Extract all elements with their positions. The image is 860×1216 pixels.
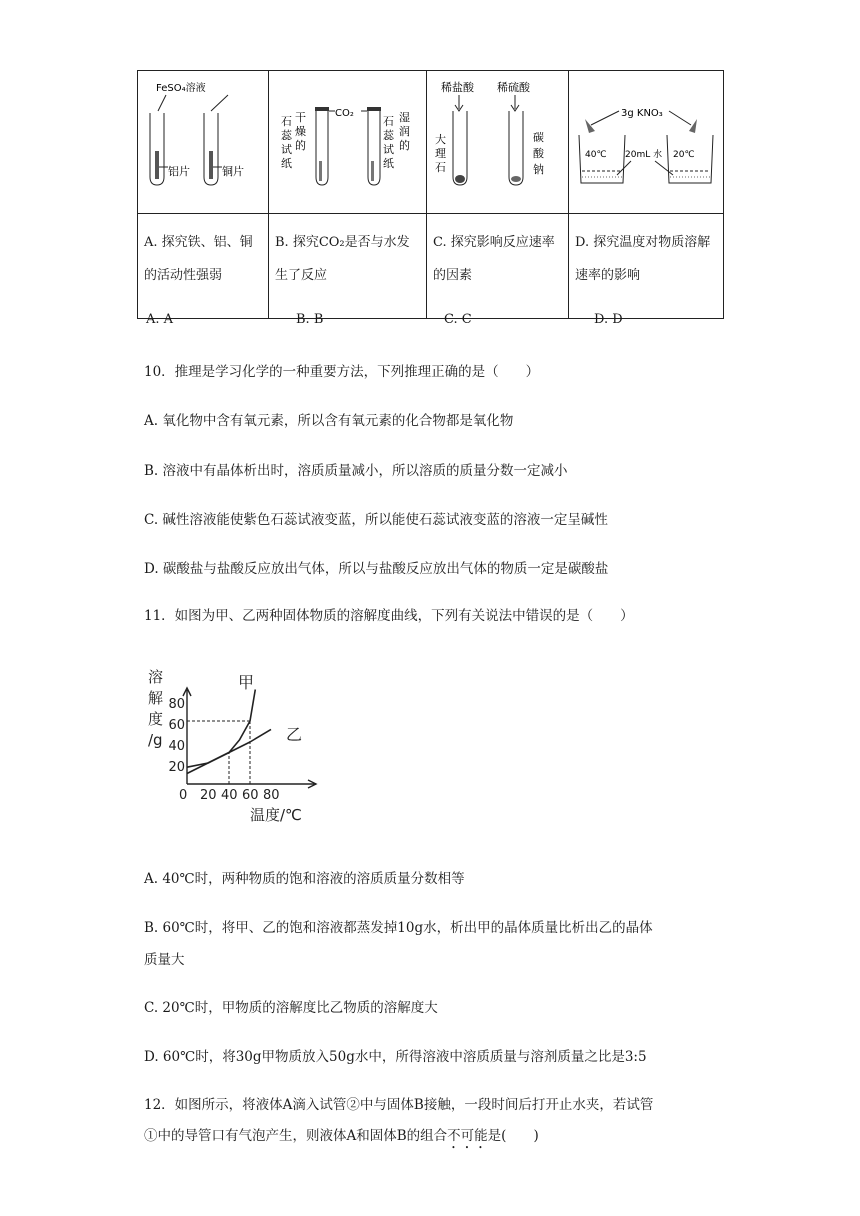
co2-litmus-diagram [269, 71, 427, 209]
experiment-b-figure [269, 71, 427, 214]
q10-option-d: D. 碳酸盐与盐酸反应放出气体，所以与盐酸反应放出气体的物质一定是碳酸盐 [144, 561, 609, 577]
xtick-label: 60 [242, 788, 259, 803]
aluminum-label: 铝片 [168, 165, 190, 178]
svg-text:的: 的 [399, 139, 410, 152]
feso4-label: FeSO₄溶液 [156, 83, 206, 94]
q9-option-b: B. B [296, 312, 324, 327]
q11-option-b-line1: B. 60℃时，将甲、乙的饱和溶液都蒸发掉10g水，析出甲的晶体质量比析出乙的晶体 [144, 920, 653, 936]
svg-text:润: 润 [399, 125, 410, 138]
ylabel-char: 解 [148, 689, 164, 707]
ytick-label: 20 [168, 760, 185, 775]
q11-option-c: C. 20℃时，甲物质的溶解度比乙物质的溶解度大 [144, 1000, 438, 1016]
experiment-a-figure [138, 71, 269, 214]
q10-stem: 10．推理是学习化学的一种重要方法，下列推理正确的是（ ） [144, 364, 540, 380]
co2-label: CO₂ [335, 108, 354, 119]
ytick-label: 40 [168, 739, 185, 754]
svg-text:湿: 湿 [399, 111, 410, 124]
q10-option-a: A. 氧化物中含有氧元素，所以含有氧元素的化合物都是氧化物 [144, 413, 514, 429]
q9-option-c: C. C [444, 312, 472, 327]
reaction-rate-diagram [427, 71, 569, 209]
copper-label: 铜片 [222, 165, 244, 178]
svg-text:钠: 钠 [533, 163, 544, 176]
hcl-label: 稀盐酸 [441, 81, 474, 94]
ytick-label: 60 [168, 718, 185, 733]
svg-text:的: 的 [295, 139, 306, 152]
xlabel: 温度/℃ [250, 806, 302, 824]
q11-option-d: D. 60℃时，将30g甲物质放入50g水中，所得溶液中溶质质量与溶剂质量之比是3:5 [144, 1049, 647, 1065]
experiment-c-figure [427, 71, 569, 214]
svg-text:石: 石 [435, 161, 446, 174]
q11-option-a: A. 40℃时，两种物质的饱和溶液的溶质质量分数相等 [144, 871, 465, 887]
q12-line1: 12．如图所示，将液体A滴入试管②中与固体B接触，一段时间后打开止水夹，若试管 [144, 1097, 654, 1113]
q9-option-a: A. A [146, 312, 174, 327]
xtick-label: 80 [263, 788, 280, 803]
svg-text:石: 石 [383, 115, 394, 128]
dissolution-rate-diagram [569, 71, 724, 209]
water-label: 20mL 水 [625, 150, 663, 160]
temp-40-label: 40℃ [585, 150, 607, 160]
q10-option-c: C. 碱性溶液能使紫色石蕊试液变蓝，所以能使石蕊试液变蓝的溶液一定呈碱性 [144, 512, 608, 528]
experiment-table [137, 70, 724, 319]
svg-text:试: 试 [383, 143, 394, 156]
svg-text:碳: 碳 [533, 131, 544, 144]
q11-option-b-line2: 质量大 [144, 952, 185, 968]
q11-stem: 11．如图为甲、乙两种固体物质的溶解度曲线，下列有关说法中错误的是（ ） [144, 608, 634, 624]
xtick-label: 0 [179, 788, 188, 803]
ytick-label: 80 [168, 697, 185, 712]
svg-text:蕊: 蕊 [383, 129, 394, 142]
q12-line2-pre: ①中的导管口有气泡产生，则液体A和固体B的组合 [144, 1128, 448, 1144]
svg-text:纸: 纸 [281, 157, 292, 170]
svg-text:大: 大 [435, 133, 446, 146]
kno3-label: 3g KNO₃ [621, 108, 663, 119]
q12-line2 [144, 1124, 539, 1152]
svg-text:试: 试 [281, 143, 292, 156]
svg-text:石: 石 [281, 115, 292, 128]
svg-text:燥: 燥 [295, 125, 306, 138]
q9-option-d: D. D [594, 312, 623, 327]
iron-aluminum-copper-diagram [138, 71, 269, 209]
xtick-label: 40 [221, 788, 238, 803]
ylabel-char: /g [148, 731, 163, 749]
experiment-d-caption: D. 探究温度对物质溶解速率的影响 [569, 214, 724, 319]
svg-text:理: 理 [435, 147, 446, 160]
temp-20-label: 20℃ [673, 150, 695, 160]
svg-text:酸: 酸 [533, 147, 544, 160]
svg-text:纸: 纸 [383, 157, 394, 170]
h2so4-label: 稀硫酸 [497, 81, 530, 94]
experiment-a-caption: A. 探究铁、铝、铜的活动性强弱 [138, 214, 269, 319]
ylabel-char: 溶 [148, 668, 164, 686]
svg-text:蕊: 蕊 [281, 129, 292, 142]
reference-line [187, 721, 250, 784]
q12-emphasis: 不可能 [447, 1128, 488, 1144]
svg-text:干: 干 [295, 111, 306, 124]
xtick-label: 20 [200, 788, 217, 803]
series-label-yi: 乙 [286, 725, 303, 744]
solubility-chart [140, 660, 320, 830]
experiment-d-figure [569, 71, 724, 214]
q12-line2-post: 是( ) [487, 1128, 539, 1144]
ylabel-char: 度 [148, 710, 164, 728]
experiment-b-caption: B. 探究CO₂是否与水发生了反应 [269, 214, 427, 319]
experiment-c-caption: C. 探究影响反应速率的因素 [427, 214, 569, 319]
q10-option-b: B. 溶液中有晶体析出时，溶质质量减小，所以溶质的质量分数一定减小 [144, 463, 568, 479]
series-label-jia: 甲 [238, 673, 255, 692]
